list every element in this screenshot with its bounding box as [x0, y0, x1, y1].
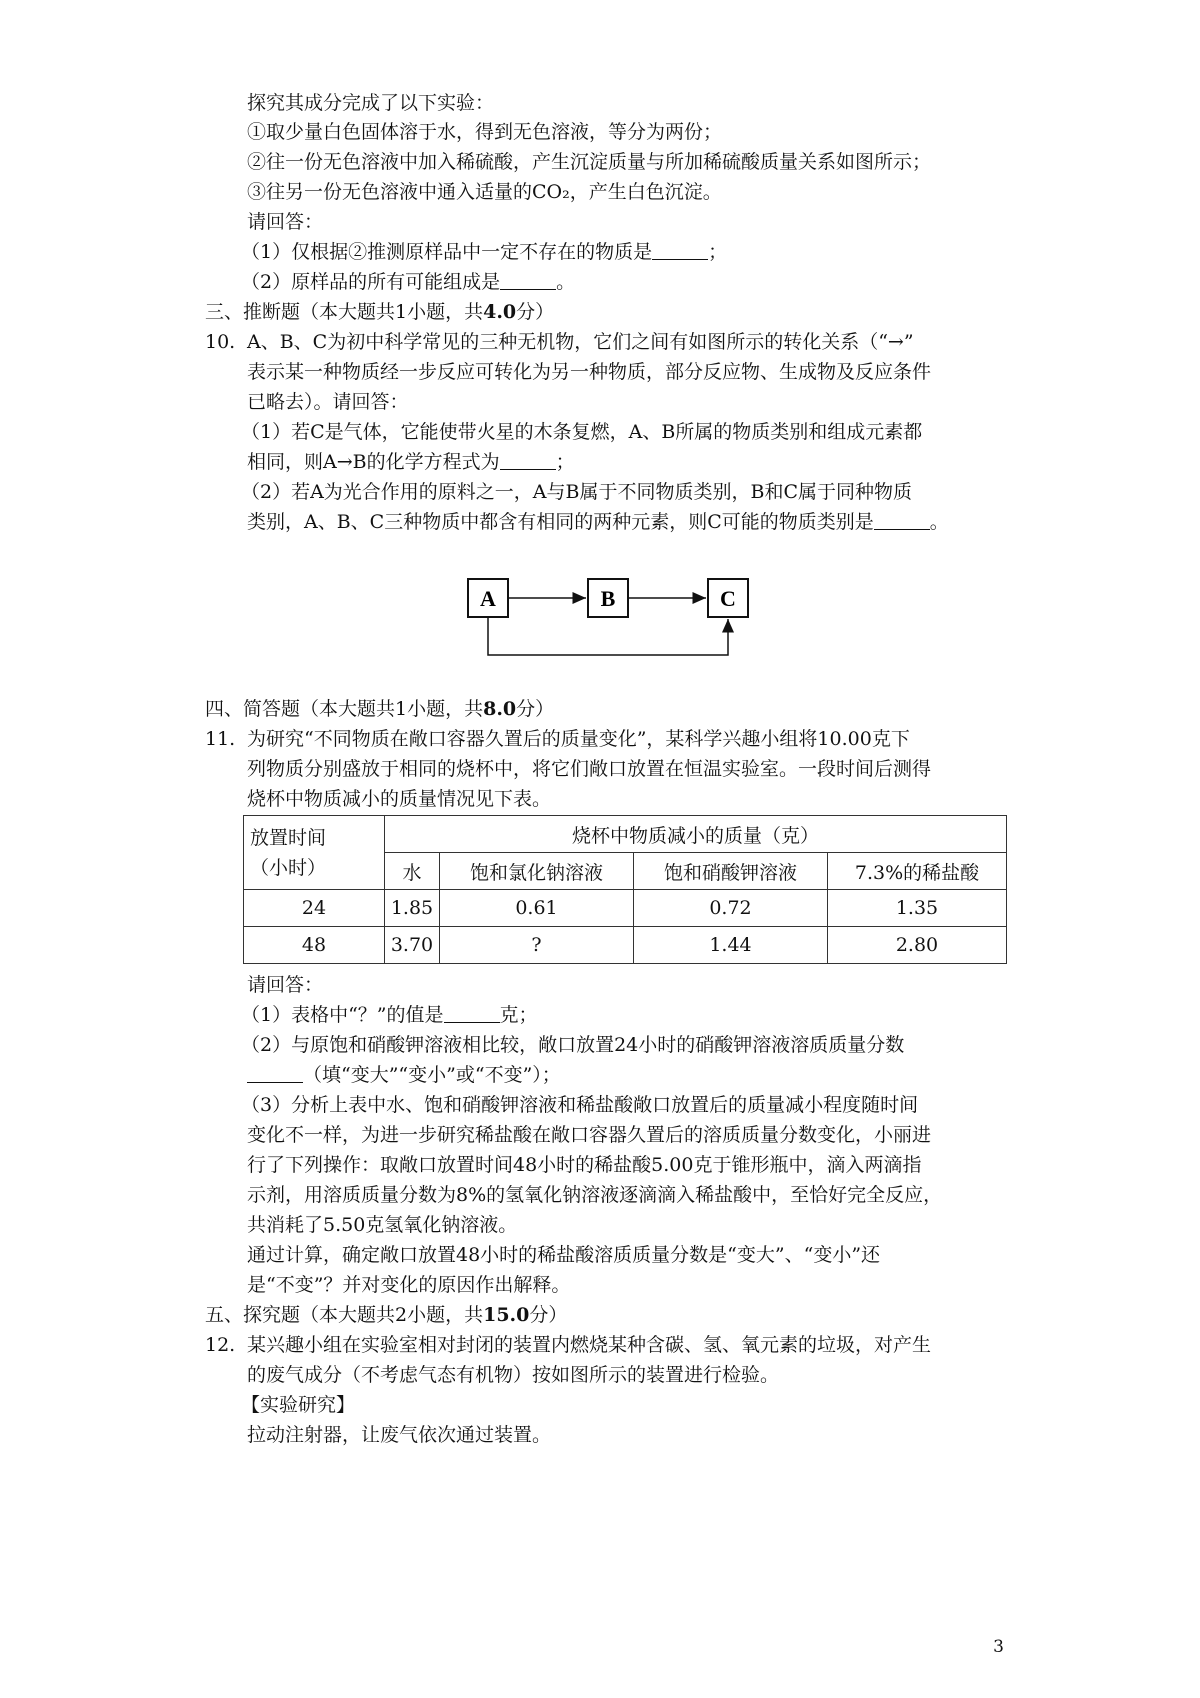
- table-row: [244, 927, 1007, 964]
- table-group-header: 烧杯中物质减小的质量（克）: [385, 816, 1007, 853]
- question-number: 12.: [205, 1334, 236, 1356]
- text-line: 表示某一种物质经一步反应可转化为另一种物质，部分反应物、生成物及反应条件: [247, 361, 932, 383]
- sub-question-text: 相同，则A→B的化学方程式为: [247, 451, 500, 473]
- text-line: 为研究“不同物质在敞口容器久置后的质量变化”，某科学兴趣小组将10.00克下: [247, 728, 910, 750]
- section-heading-text: 四、简答题（本大题共1小题，共: [205, 698, 484, 720]
- section-heading: [205, 1300, 567, 1330]
- text-line: 通过计算，确定敞口放置48小时的稀盐酸溶质质量分数是“变大”、“变小”还: [247, 1244, 881, 1266]
- text-line: 变化不一样，为进一步研究稀盐酸在敞口容器久置后的溶质质量分数变化，小丽进: [247, 1124, 932, 1146]
- conversion-diagram: [460, 571, 760, 661]
- text-line: 烧杯中物质减小的质量情况见下表。: [247, 788, 552, 810]
- column-header: 饱和氯化钠溶液: [440, 853, 634, 890]
- text-line: A、B、C为初中科学常见的三种无机物，它们之间有如图所示的转化关系（“→”: [247, 331, 914, 353]
- sub-question-line: [247, 447, 575, 477]
- question-number: 10.: [205, 331, 236, 353]
- section-heading-text: 五、探究题（本大题共2小题，共: [205, 1304, 484, 1326]
- sub-question-line: [241, 1000, 538, 1030]
- section-heading-suffix: 分）: [516, 698, 555, 720]
- sub-question-text: （1）仅根据②推测原样品中一定不存在的物质是: [241, 241, 653, 263]
- answer-blank[interactable]: [652, 239, 708, 260]
- value-cell: 1.35: [828, 890, 1007, 927]
- text-line: ③往另一份无色溶液中通入适量的CO₂，产生白色沉淀。: [247, 181, 722, 203]
- sub-question-text: （1）表格中“？”的值是: [241, 1004, 444, 1026]
- text-line: （3）分析上表中水、饱和硝酸钾溶液和稀盐酸敞口放置后的质量减小程度随时间: [241, 1094, 919, 1116]
- text-line: 已略去）。请回答：: [247, 391, 409, 413]
- punctuation: ；: [555, 451, 575, 473]
- text-line: 行了下列操作：取敞口放置时间48小时的稀盐酸5.00克于锥形瓶中，滴入两滴指: [247, 1154, 922, 1176]
- column-header: 水: [385, 853, 440, 890]
- sub-question-line: [247, 507, 949, 537]
- text-line: （1）若C是气体，它能使带火星的木条复燃，A、B所属的物质类别和组成元素都: [241, 421, 923, 443]
- time-cell: 24: [244, 890, 385, 927]
- section-heading: [205, 694, 554, 724]
- corner-line: 放置时间: [250, 826, 327, 849]
- corner-line: （小时）: [250, 856, 327, 879]
- section-heading: [205, 297, 554, 327]
- punctuation: 克；: [499, 1004, 538, 1026]
- question-number: 11.: [205, 728, 236, 750]
- time-cell: 48: [244, 927, 385, 964]
- value-cell: 3.70: [385, 927, 440, 964]
- text-line: 请回答：: [247, 211, 324, 233]
- section-heading-suffix: 分）: [516, 301, 555, 323]
- text-line: 某兴趣小组在实验室相对封闭的装置内燃烧某种含碳、氢、氧元素的垃圾，对产生: [247, 1334, 932, 1356]
- text-line: 【实验研究】: [241, 1394, 356, 1416]
- label-a: A: [480, 586, 496, 611]
- punctuation: ；: [708, 241, 728, 263]
- section-heading-suffix: 分）: [529, 1304, 568, 1326]
- text-line: 拉动注射器，让废气依次通过装置。: [247, 1424, 552, 1446]
- text-line: 列物质分别盛放于相同的烧杯中，将它们敞口放置在恒温实验室。一段时间后测得: [247, 758, 932, 780]
- sub-question-text: （2）原样品的所有可能组成是: [241, 271, 501, 293]
- column-header: 7.3%的稀盐酸: [828, 853, 1007, 890]
- punctuation: 。: [556, 271, 576, 293]
- answer-blank[interactable]: [444, 1002, 500, 1023]
- text-line: ①取少量白色固体溶于水，得到无色溶液，等分为两份；: [247, 121, 723, 143]
- sub-question-text: （填“变大”“变小”或“不变”）；: [303, 1064, 561, 1086]
- value-cell: 0.72: [634, 890, 828, 927]
- arrow-a-to-c: [488, 617, 728, 655]
- text-line: 的废气成分（不考虑气态有机物）按如图所示的装置进行检验。: [247, 1364, 780, 1386]
- punctuation: 。: [929, 511, 949, 533]
- table-row: [244, 890, 1007, 927]
- label-c: C: [720, 586, 736, 611]
- answer-blank[interactable]: [247, 1062, 303, 1083]
- section-heading-text: 三、推断题（本大题共1小题，共: [205, 301, 484, 323]
- text-line: 探究其成分完成了以下实验：: [247, 92, 495, 114]
- sub-question-line: [247, 1060, 561, 1090]
- mass-loss-table: [243, 815, 1007, 964]
- text-line: （2）若A为光合作用的原料之一，A与B属于不同物质类别，B和C属于同种物质: [241, 481, 912, 503]
- text-line: 请回答：: [247, 974, 324, 996]
- text-line: ②往一份无色溶液中加入稀硫酸，产生沉淀质量与所加稀硫酸质量关系如图所示；: [247, 151, 932, 173]
- sub-question-text: 类别，A、B、C三种物质中都含有相同的两种元素，则C可能的物质类别是: [247, 511, 874, 533]
- text-line: 共消耗了5.50克氢氧化钠溶液。: [247, 1214, 518, 1236]
- value-cell: 1.44: [634, 927, 828, 964]
- answer-blank[interactable]: [500, 269, 556, 290]
- value-cell: ?: [440, 927, 634, 964]
- sub-question-line: [241, 267, 575, 297]
- answer-blank[interactable]: [500, 449, 556, 470]
- value-cell: 2.80: [828, 927, 1007, 964]
- text-line: （2）与原饱和硝酸钾溶液相比较，敞口放置24小时的硝酸钾溶液溶质质量分数: [241, 1034, 905, 1056]
- label-b: B: [600, 586, 616, 611]
- sub-question-line: [241, 237, 727, 267]
- column-header: 饱和硝酸钾溶液: [634, 853, 828, 890]
- value-cell: 1.85: [385, 890, 440, 927]
- section-score: 4.0: [483, 301, 517, 323]
- section-score: 8.0: [483, 698, 517, 720]
- text-line: 示剂，用溶质质量分数为8%的氢氧化钠溶液逐滴滴入稀盐酸中，至恰好完全反应，: [247, 1184, 943, 1206]
- value-cell: 0.61: [440, 890, 634, 927]
- table-corner-header: [244, 816, 385, 890]
- answer-blank[interactable]: [874, 509, 930, 530]
- section-score: 15.0: [483, 1304, 530, 1326]
- text-line: 是“不变”？并对变化的原因作出解释。: [247, 1274, 571, 1296]
- page-number: 3: [993, 1637, 1004, 1657]
